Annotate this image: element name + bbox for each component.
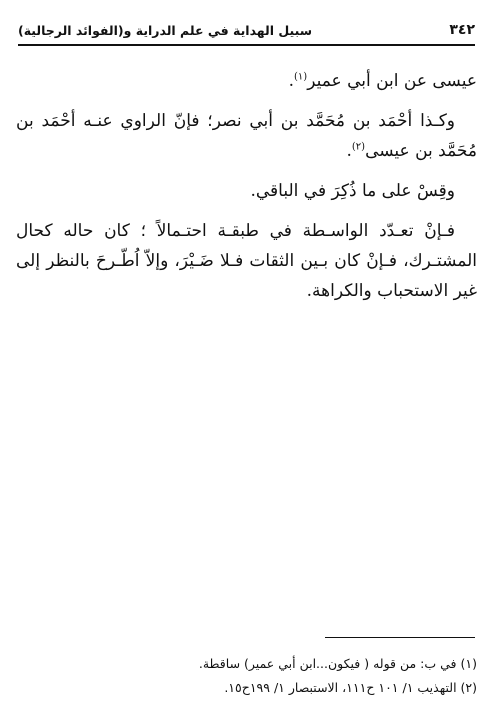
paragraph-2-end: . (346, 141, 352, 161)
main-text (16, 66, 477, 316)
running-header (18, 16, 475, 44)
paragraph-2-text: وكـذا أحْمَد بن مُحَمَّد بن أبي نصر؛ فإنّ الراوي عنـه أحْمَد بن مُحَمَّد بن عيسى (16, 111, 477, 161)
paragraph-3: وقِسْ على ما ذُكِرَ في الباقي. (250, 181, 455, 201)
footnote-1: (١) في ب: من قوله ( فيكون...ابن أبي عمير) ساقطة. (198, 656, 477, 671)
footnote-2: (٢) التهذيب ١/ ١٠١ ح١١١، الاستبصار ١/ ١٩٩ح١٥. (224, 680, 477, 695)
paragraph-1-end: . (288, 71, 294, 91)
book-title: سبيل الهداية في علم الدراية و(الفوائد الرجالية) (18, 22, 313, 38)
paragraph-1 (16, 66, 477, 96)
paragraph-2 (16, 106, 477, 166)
footnote-ref-2: (٢) (351, 141, 366, 153)
header-divider (18, 44, 475, 46)
footnotes (16, 652, 477, 700)
paragraph-1-text: عيسى عن ابن أبي عمير (307, 71, 477, 91)
footnote-divider (325, 637, 475, 638)
page-number: ٣٤٢ (449, 22, 475, 38)
footnote-ref-1: (١) (294, 71, 308, 83)
paragraph-4: فـإنْ تعـدّد الواسـطة في طبقـة احتـمالاً ؛ كان حاله كحال المشتـرك، فـإنْ كان بـين الثقات فـلا ضَـيْرَ، وإلاّ اُطّـرحَ بالنظر إلى غير الاستحباب والكراهة. (16, 221, 477, 301)
